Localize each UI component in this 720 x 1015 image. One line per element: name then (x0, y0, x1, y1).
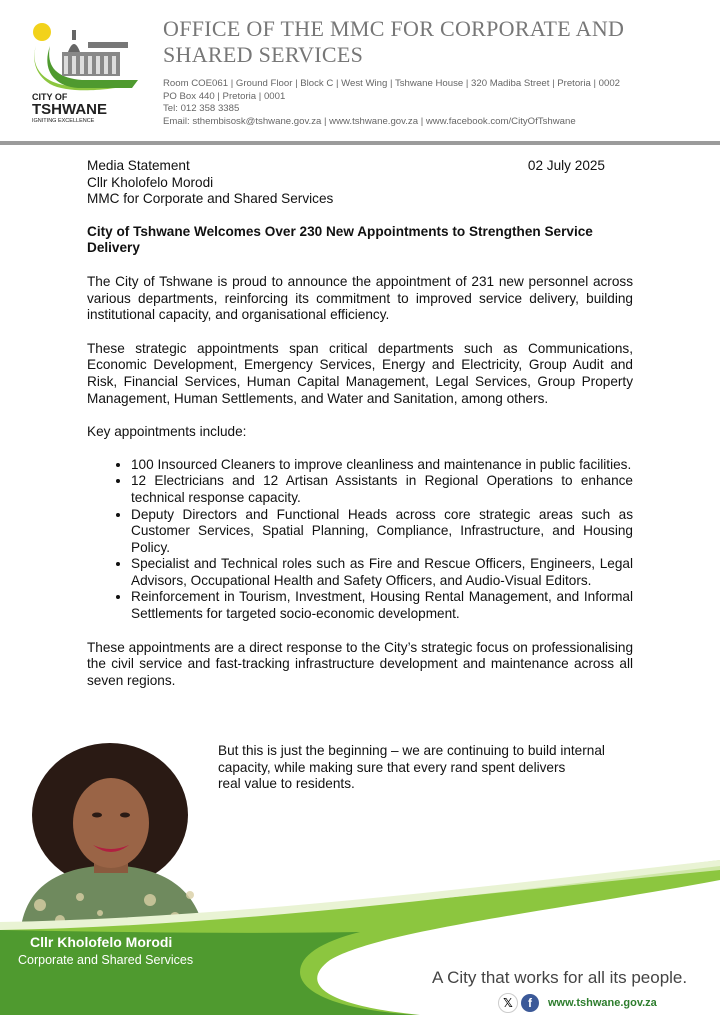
appointments-list (87, 457, 633, 623)
contact-info (163, 78, 708, 128)
meta-row (87, 158, 633, 175)
quote (218, 743, 638, 793)
statement-title: City of Tshwane Welcomes Over 230 New Appointments to Strengthen Service Delivery (87, 223, 593, 256)
office-title-line: SHARED SERVICES (163, 42, 364, 67)
list-item: • 100 Insourced Cleaners to improve cleanliness and maintenance in public facilities. (131, 457, 633, 474)
paragraph: The City of Tshwane is proud to announce the appointment of 231 new personnel across various departments, reinforcing its commitment to improved service delivery, building institutional capacity, and organisational efficiency. (87, 273, 633, 323)
statement-date: 02 July 2025 (527, 158, 605, 173)
logo-city-of: CITY OF (32, 92, 68, 102)
logo-tagline: IGNITING EXCELLENCE (32, 118, 95, 124)
quote-line: But this is just the beginning – we are continuing to build internal (218, 743, 605, 758)
list-item: • Specialist and Technical roles such as Fire and Rescue Officers, Engineers, Legal Advisors, Occupational Health and Safety Officers, and Audio-Visual Editors. (131, 556, 633, 589)
tel-line: Tel: 012 358 3385 (163, 103, 240, 114)
author-name: Cllr Kholofelo Morodi (87, 174, 214, 190)
facebook-icon[interactable]: f (521, 994, 539, 1012)
statement-body (87, 158, 633, 689)
x-logo-icon[interactable]: 𝕏 (498, 993, 518, 1013)
city-of-tshwane-logo (28, 18, 148, 124)
paragraph: These strategic appointments span critical departments such as Communications, Economic Development, Emergency Services, Energy and Electricity, Group Audit and Risk, Financial Services, Human Capital Management, Legal Services, Group Property Management, Human Settlements, and Water and Sanitation, among others. (87, 340, 633, 406)
logo-name: TSHWANE (32, 101, 107, 118)
author-position: MMC for Corporate and Shared Services (87, 191, 334, 207)
po-box-line: PO Box 440 | Pretoria | 0001 (163, 90, 286, 102)
header-divider (0, 141, 720, 145)
closing-paragraph: These appointments are a direct response to the City’s strategic focus on professionalising the civil service and fast-tracking infrastructure development and maintenance across all seven regions. (87, 639, 633, 688)
list-item: • Deputy Directors and Functional Heads across core strategic areas such as Customer Services, Spatial Planning, Compliance, Infrastructure, and Housing Policy. (131, 507, 633, 557)
footer-name: Cllr Kholofelo Morodi (30, 934, 173, 950)
social-links (498, 993, 657, 1013)
list-item: • 12 Electricians and 12 Artisan Assistants in Regional Operations to enhance technical response capacity. (131, 473, 633, 506)
address-line: Room COE061 | Ground Floor | Block C | West Wing | Tshwane House | 320 Madiba Street | Pretoria | 0002 (163, 78, 621, 89)
email-line[interactable]: Email: sthembisosk@tshwane.gov.za | www.tshwane.gov.za | www.facebook.com/CityOfTshwane (163, 115, 576, 127)
quote-line: capacity, while making sure that every rand spent delivers (218, 759, 566, 775)
quote-line: real value to residents. (218, 776, 355, 792)
office-title-line: OFFICE OF THE MMC FOR CORPORATE AND (163, 16, 625, 41)
office-title (163, 16, 703, 68)
list-item: • Reinforcement in Tourism, Investment, Housing Rental Management, and Informal Settlements for targeted socio-economic development. (131, 589, 633, 622)
paragraph: Key appointments include: (87, 424, 247, 440)
footer-role: Corporate and Shared Services (18, 953, 194, 967)
website-link[interactable]: www.tshwane.gov.za (548, 997, 657, 1009)
statement-type: Media Statement (87, 158, 190, 173)
city-slogan: A City that works for all its people. (432, 968, 688, 987)
